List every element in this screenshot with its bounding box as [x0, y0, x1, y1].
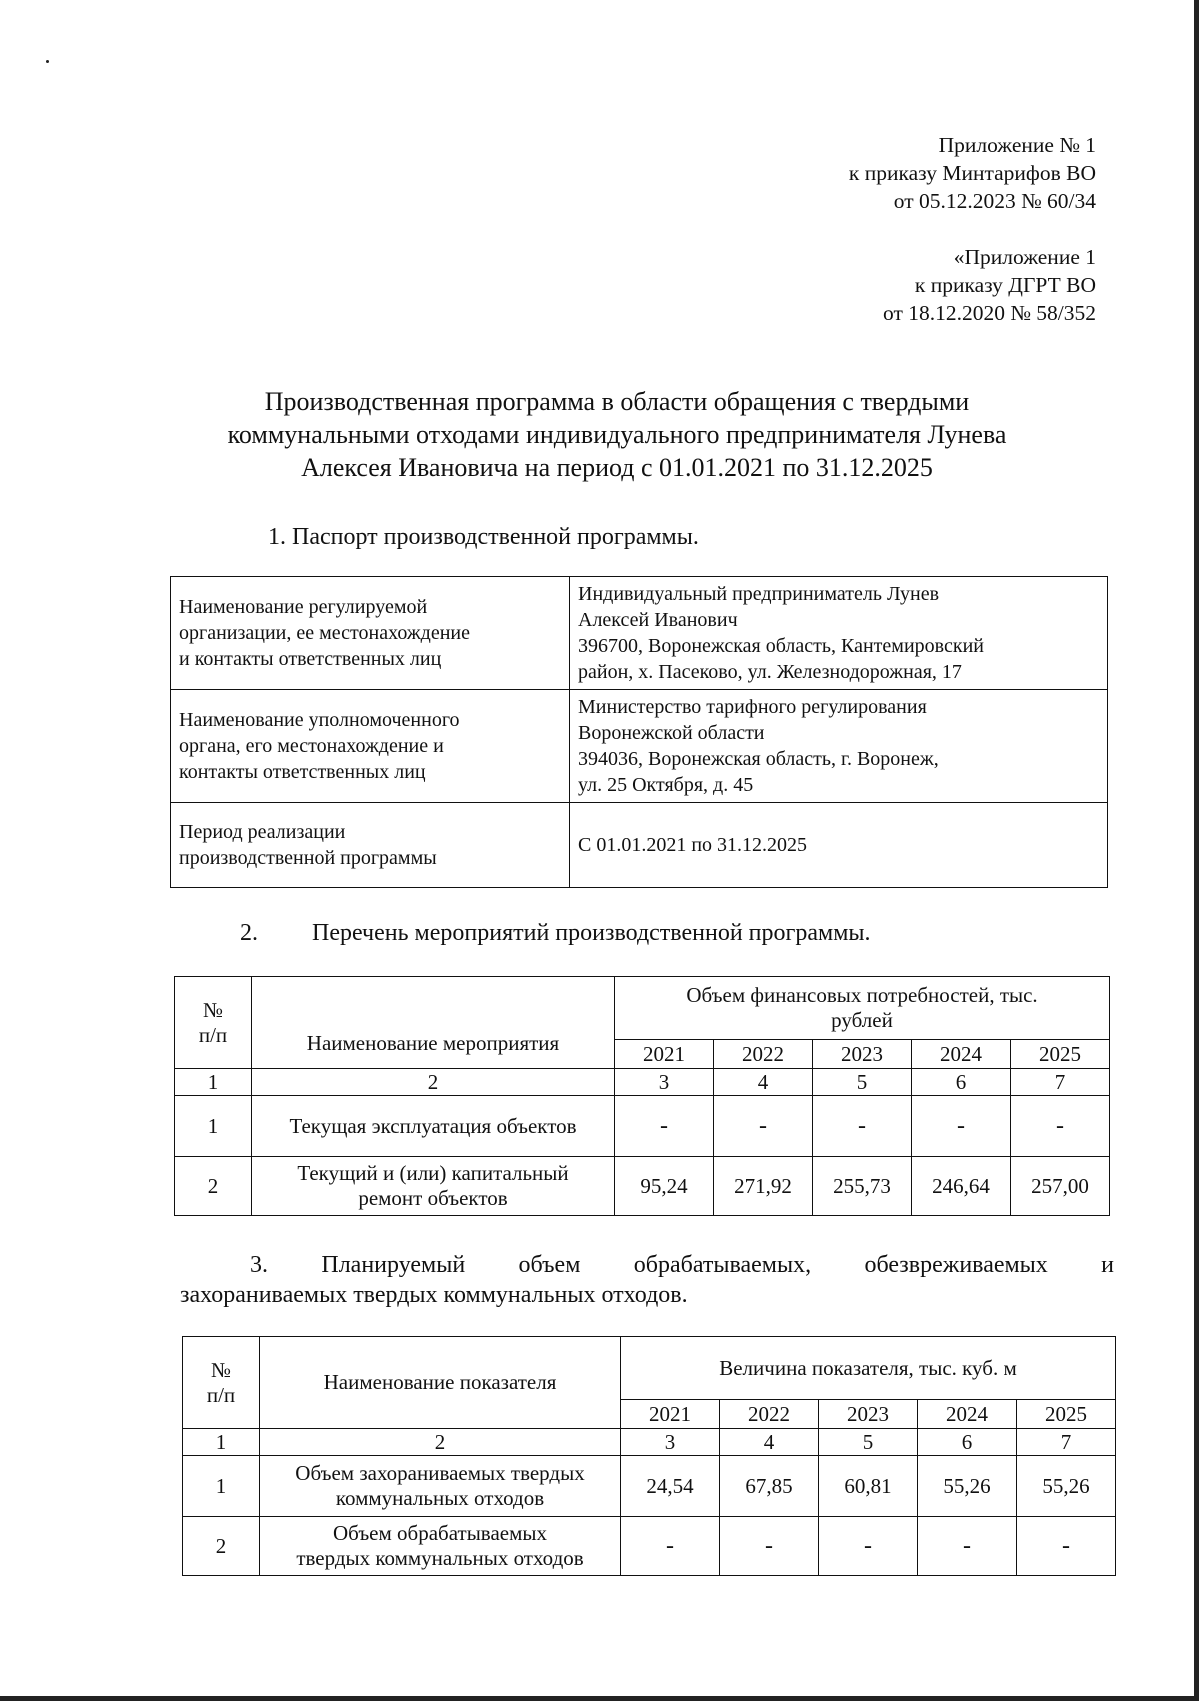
value-cell: -: [1011, 1096, 1110, 1157]
cell-line: и контакты ответственных лиц: [179, 648, 442, 670]
header-cell-year: 2025: [1011, 1040, 1110, 1069]
header-cell-year: 2024: [912, 1040, 1011, 1069]
attachment-line: от 18.12.2020 № 58/352: [883, 301, 1096, 325]
passport-value-cell: [570, 690, 1108, 803]
heading-line: [180, 1250, 1114, 1280]
cell-line: п/п: [206, 1382, 236, 1407]
index-cell: 1: [183, 1429, 260, 1456]
attachment-line: к приказу Минтарифов ВО: [848, 161, 1096, 185]
header-cell-number: [175, 977, 252, 1069]
cell-line: рублей: [831, 1008, 893, 1032]
title-line: коммунальными отходами индивидуального предпринимателя Лунева: [227, 420, 1007, 449]
cell-line: коммунальных отходов: [335, 1486, 545, 1510]
passport-value-cell: [570, 803, 1108, 888]
value-cell: -: [714, 1096, 813, 1157]
index-cell: 6: [912, 1069, 1011, 1096]
value-cell: 95,24: [615, 1157, 714, 1216]
value-cell: -: [813, 1096, 912, 1157]
cell-line: Текущий и (или) капитальный: [297, 1161, 569, 1185]
section-title: Планируемый объем обрабатываемых, обезвреживаемых и: [321, 1252, 1115, 1278]
cell-line: Объем финансовых потребностей, тыс.: [686, 983, 1038, 1007]
table-row: [171, 803, 1108, 888]
value-cell: 55,26: [1017, 1456, 1116, 1517]
cell-line: органа, его местонахождение и: [179, 735, 444, 757]
index-cell: 4: [714, 1069, 813, 1096]
index-cell: 6: [918, 1429, 1017, 1456]
passport-label-cell: [171, 577, 570, 690]
value-cell: 255,73: [813, 1157, 912, 1216]
attachment-line: от 05.12.2023 № 60/34: [893, 189, 1096, 213]
value-cell: -: [1017, 1517, 1116, 1576]
cell-line: 396700, Воронежская область, Кантемировский: [578, 635, 984, 657]
value-cell: -: [615, 1096, 714, 1157]
value-cell: 246,64: [912, 1157, 1011, 1216]
index-cell: 2: [260, 1429, 621, 1456]
cell-line: организации, ее местонахождение: [179, 622, 470, 644]
header-cell-year: 2023: [813, 1040, 912, 1069]
value-cell: 24,54: [621, 1456, 720, 1517]
value-cell: 67,85: [720, 1456, 819, 1517]
cell-line: С 01.01.2021 по 31.12.2025: [578, 834, 808, 856]
index-cell: 3: [621, 1429, 720, 1456]
passport-table: [170, 576, 1108, 888]
cell-line: Наименование уполномоченного: [179, 709, 460, 731]
section-2-heading: [240, 918, 871, 948]
title-line: Производственная программа в области обращения с твердыми: [264, 387, 970, 416]
table-row: [183, 1456, 1116, 1517]
cell-line: Наименование показателя: [323, 1370, 557, 1394]
value-cell: -: [918, 1517, 1017, 1576]
passport-label-cell: [171, 690, 570, 803]
index-cell: 4: [720, 1429, 819, 1456]
passport-label-cell: [171, 803, 570, 888]
document-title: [160, 385, 1074, 484]
cell-line: ул. 25 Октября, д. 45: [578, 774, 754, 796]
header-cell-year: 2022: [720, 1400, 819, 1429]
section-3-heading: [180, 1250, 1114, 1310]
table-row: [175, 1096, 1110, 1157]
index-cell: 7: [1017, 1429, 1116, 1456]
header-cell-year: 2021: [621, 1400, 720, 1429]
heading-line: захораниваемых твердых коммунальных отходов.: [180, 1282, 688, 1308]
table-header-row: [183, 1337, 1116, 1400]
row-number-cell: 1: [175, 1096, 252, 1157]
cell-line: Объем обрабатываемых: [333, 1521, 547, 1545]
cell-line: Индивидуальный предприниматель Лунев: [578, 583, 940, 605]
section-title: Перечень мероприятий производственной программы.: [312, 920, 871, 946]
table-header-row: [175, 977, 1110, 1040]
table-row: [183, 1517, 1116, 1576]
row-number-cell: 2: [183, 1517, 260, 1576]
cell-line: район, х. Пасеково, ул. Железнодорожная, 17: [578, 661, 962, 683]
table-row: [171, 577, 1108, 690]
cell-line: Объем захораниваемых твердых: [295, 1461, 585, 1485]
table-row: [171, 690, 1108, 803]
passport-value-cell: [570, 577, 1108, 690]
header-cell-year: 2023: [819, 1400, 918, 1429]
cell-line: Период реализации: [179, 821, 346, 843]
row-name-cell: [260, 1517, 621, 1576]
cell-line: Наименование регулируемой: [179, 596, 428, 618]
row-number-cell: 2: [175, 1157, 252, 1216]
cell-line: Алексей Иванович: [578, 609, 738, 631]
section-number: 3.: [250, 1252, 268, 1278]
attachment-line: к приказу ДГРТ ВО: [914, 273, 1096, 297]
table-index-row: [175, 1069, 1110, 1096]
attachment-line: Приложение № 1: [938, 133, 1096, 157]
scan-speck: [46, 60, 49, 63]
value-cell: -: [621, 1517, 720, 1576]
index-cell: 1: [175, 1069, 252, 1096]
value-cell: 60,81: [819, 1456, 918, 1517]
row-name-cell: [260, 1456, 621, 1517]
row-number-cell: 1: [183, 1456, 260, 1517]
header-cell-name: [260, 1337, 621, 1429]
value-cell: -: [720, 1517, 819, 1576]
row-name-cell: [252, 1096, 615, 1157]
table-row: [175, 1157, 1110, 1216]
section-number: 2.: [240, 920, 258, 946]
section-1-heading: 1. Паспорт производственной программы.: [268, 524, 699, 550]
attachment-header-original: [883, 243, 1096, 327]
header-cell-group: [615, 977, 1110, 1040]
index-cell: 5: [819, 1429, 918, 1456]
value-cell: -: [912, 1096, 1011, 1157]
cell-line: контакты ответственных лиц: [179, 761, 426, 783]
cell-line: производственной программы: [179, 847, 437, 869]
cell-line: Министерство тарифного регулирования: [578, 696, 927, 718]
cell-line: Воронежской области: [578, 722, 765, 744]
header-cell-year: 2024: [918, 1400, 1017, 1429]
attachment-line: «Приложение 1: [953, 245, 1096, 269]
value-cell: 271,92: [714, 1157, 813, 1216]
index-cell: 7: [1011, 1069, 1110, 1096]
index-cell: 3: [615, 1069, 714, 1096]
title-line: Алексея Ивановича на период с 01.01.2021 по 31.12.2025: [301, 453, 933, 482]
header-cell-year: 2021: [615, 1040, 714, 1069]
cell-line: Текущая эксплуатация объектов: [289, 1113, 577, 1138]
volumes-table: [182, 1336, 1116, 1576]
cell-line: п/п: [198, 1022, 228, 1047]
cell-line: №: [202, 997, 224, 1022]
header-cell-number: [183, 1337, 260, 1429]
row-name-cell: [252, 1157, 615, 1216]
header-cell-year: 2022: [714, 1040, 813, 1069]
cell-line: №: [210, 1357, 232, 1382]
table-index-row: [183, 1429, 1116, 1456]
cell-line: твердых коммунальных отходов: [296, 1546, 584, 1570]
header-cell-name: [252, 977, 615, 1069]
header-cell-group: Величина показателя, тыс. куб. м: [621, 1337, 1116, 1400]
index-cell: 5: [813, 1069, 912, 1096]
value-cell: 257,00: [1011, 1157, 1110, 1216]
cell-line: 394036, Воронежская область, г. Воронеж,: [578, 748, 939, 770]
attachment-header-current: [849, 131, 1096, 215]
value-cell: 55,26: [918, 1456, 1017, 1517]
events-table: [174, 976, 1110, 1216]
index-cell: 2: [252, 1069, 615, 1096]
value-cell: -: [819, 1517, 918, 1576]
header-cell-year: 2025: [1017, 1400, 1116, 1429]
cell-line: ремонт объектов: [358, 1186, 508, 1210]
cell-line: Наименование мероприятия: [306, 1031, 560, 1055]
